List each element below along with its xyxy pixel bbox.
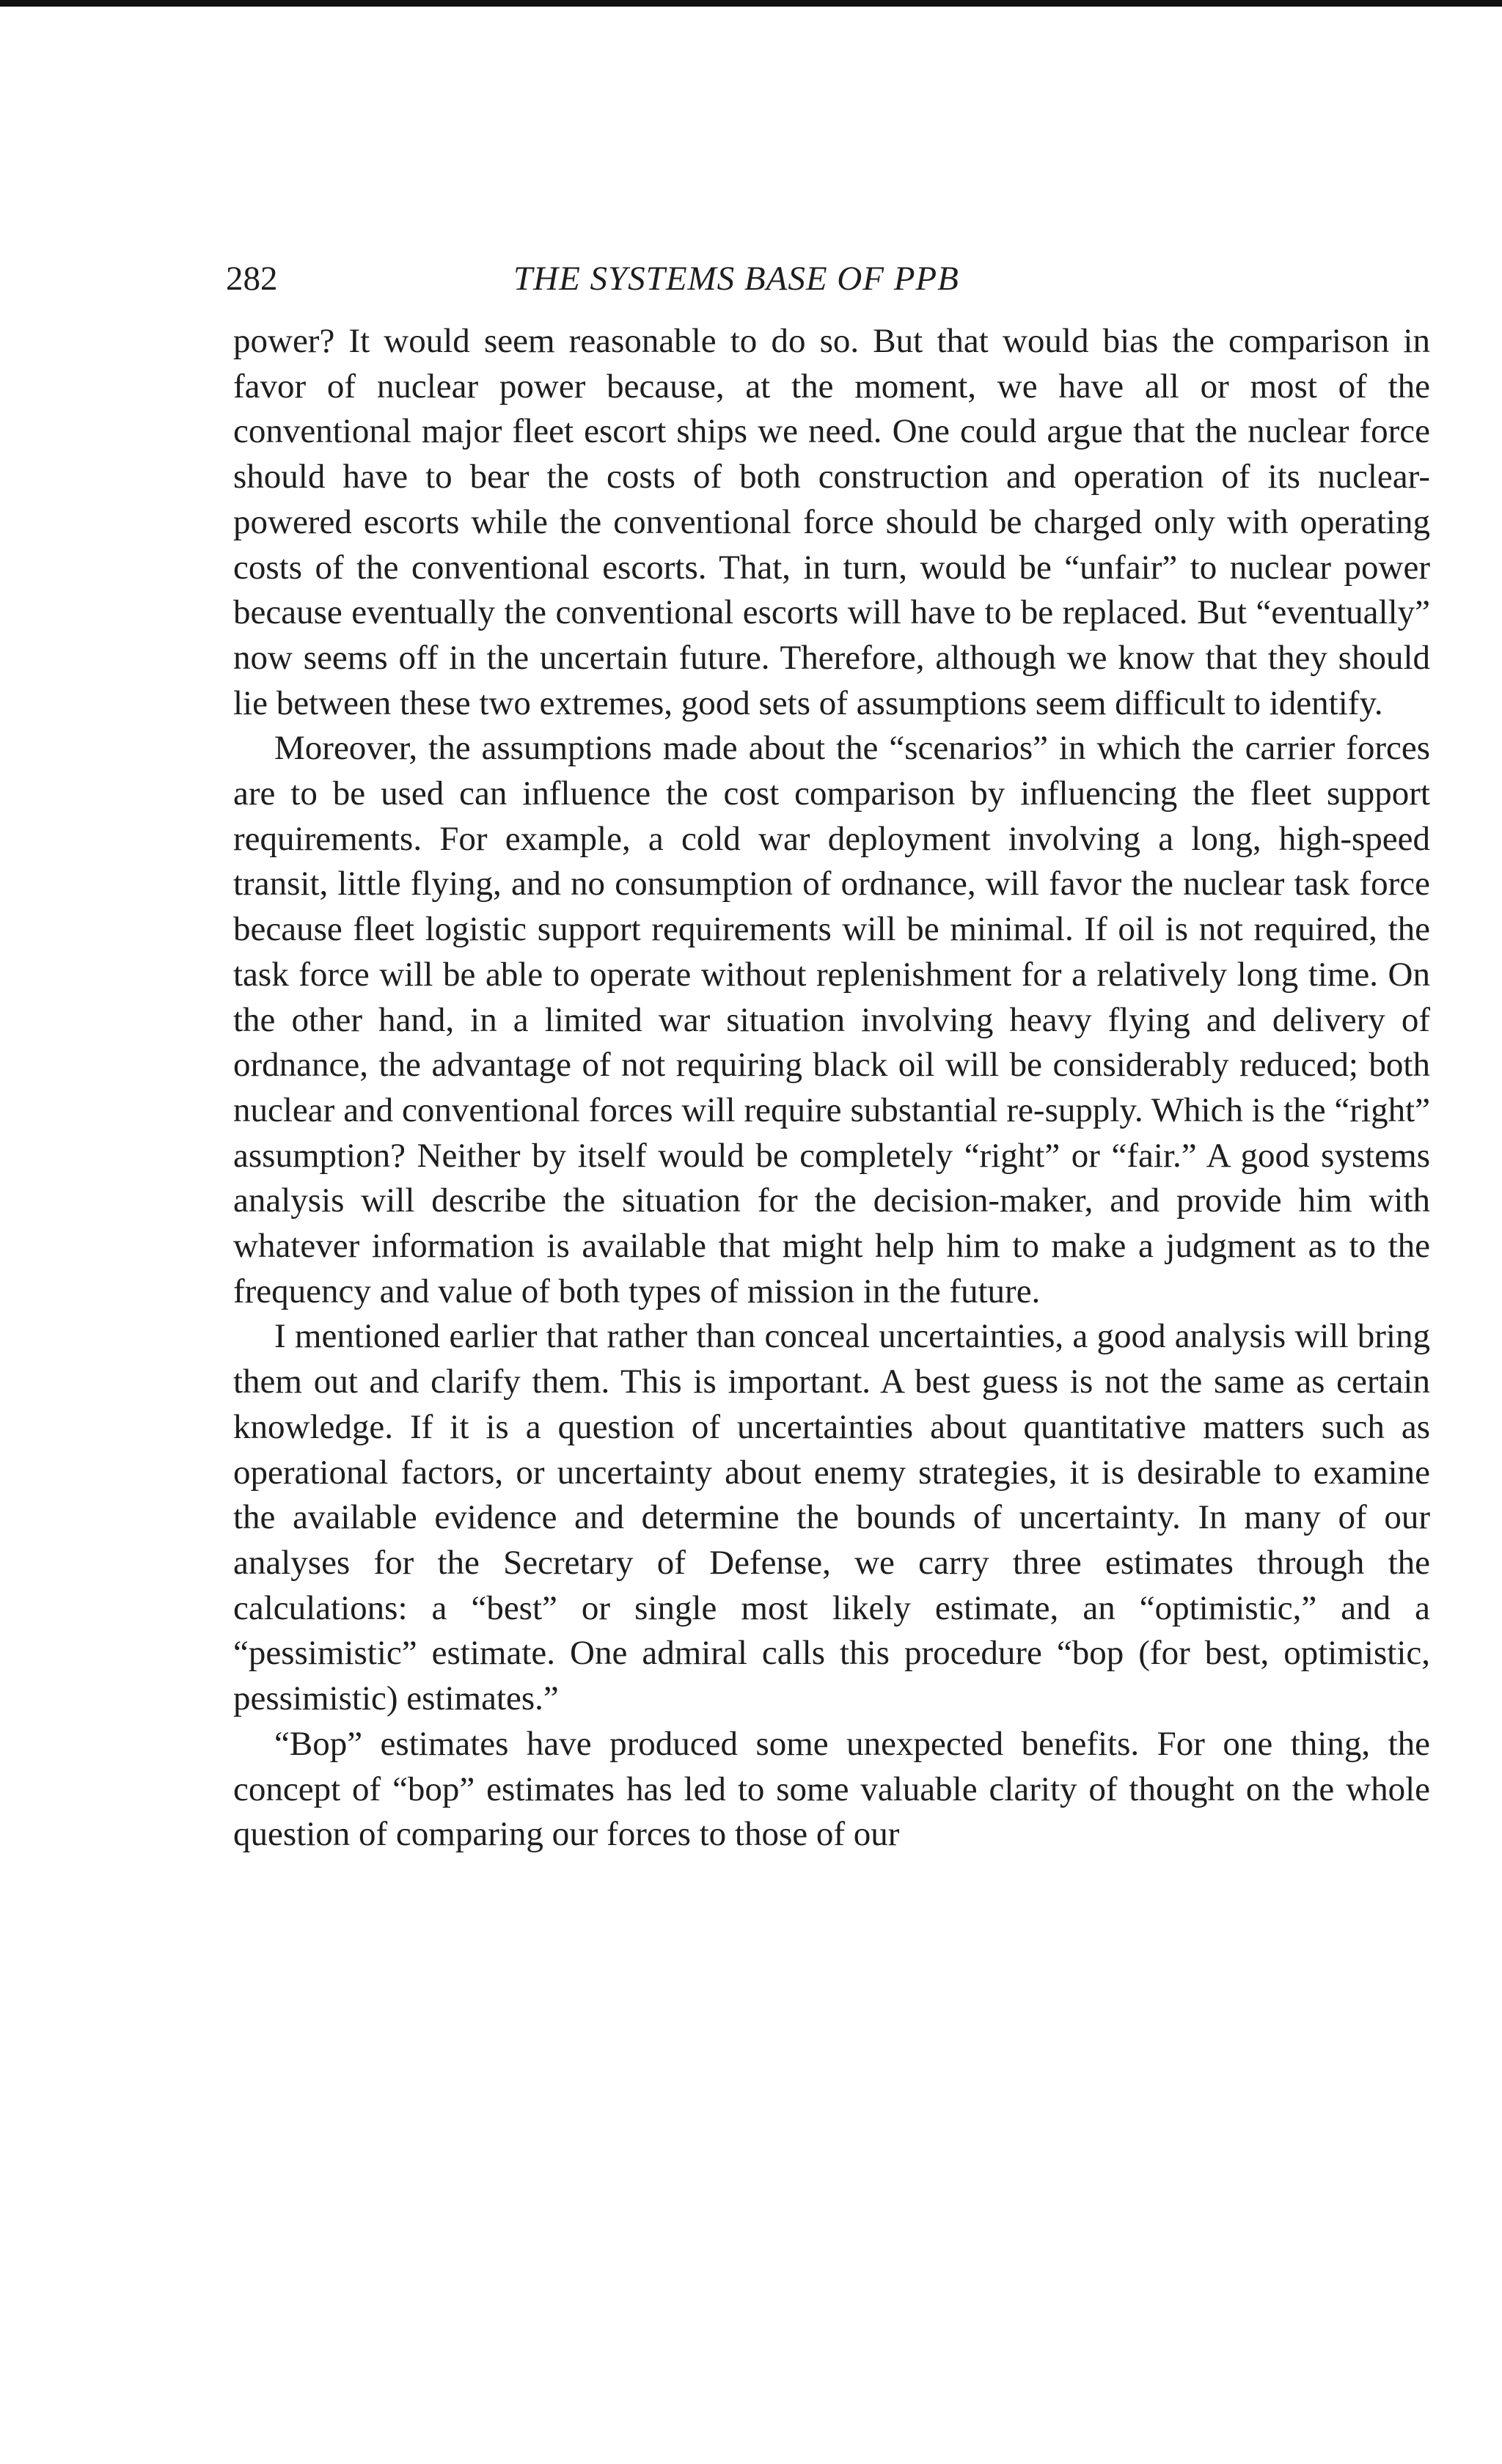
- page-header: [226, 249, 1436, 308]
- top-border-rule: [0, 0, 1502, 7]
- paragraph-scenarios: Moreover, the assumptions made about the “scenarios” in which the carrier forces are to be used can influence the cost comparison by influencing the fleet support requirements. For example, a cold war deployment involving a long, high-speed transit, little flying, and no consumption of ordnance, will favor the nuclear task force because fleet logistic support requirements will be minimal. If oil is not required, the task force will be able to operate without replenishment for a relatively long time. On the other hand, in a limited war situation involving heavy flying and delivery of ordnance, the advantage of not requiring black oil will be considerably reduced; both nuclear and conventional forces will require substantial re-supply. Which is the “right” assumption? Neither by itself would be completely “right” or “fair.” A good systems analysis will describe the situation for the decision-maker, and provide him with whatever information is available that might help him to make a judgment as to the frequency and value of both types of mission in the future.: [233, 729, 1430, 1310]
- body-text: [233, 319, 1430, 1858]
- running-head: THE SYSTEMS BASE OF PPB: [513, 260, 959, 298]
- page-number: 282: [226, 260, 278, 298]
- paragraph-bop-estimates: “Bop” estimates have produced some unexpected benefits. For one thing, the concept of “bop” estimates has led to some valuable clarity of thought on the whole question of comparing our forces to those of our: [233, 1724, 1430, 1854]
- paragraph-uncertainties: I mentioned earlier that rather than conceal uncertainties, a good analysis will bring them out and clarify them. This is important. A best guess is not the same as certain knowledge. If it is a question of uncertainties about quantitative matters such as operational factors, or uncertainty about enemy strategies, it is desirable to examine the available evidence and determine the bounds of uncertainty. In many of our analyses for the Secretary of Defense, we carry three estimates through the calculations: a “best” or single most likely estimate, an “optimistic,” and a “pessimistic” estimate. One admiral calls this procedure “bop (for best, optimistic, pessimistic) estimates.”: [233, 1317, 1430, 1718]
- paragraph-continued: power? It would seem reasonable to do so. But that would bias the comparison in favor of nuclear power because, at the moment, we have all or most of the conventional major fleet escort ships we need. One could argue that the nuclear force should have to bear the costs of both construction and operation of its nuclear-powered escorts while the conventional force should be charged only with operating costs of the conventional escorts. That, in turn, would be “unfair” to nuclear power because eventually the conventional escorts will have to be replaced. But “eventually” now seems off in the uncertain future. Therefore, although we know that they should lie between these two extremes, good sets of assumptions seem difficult to identify.: [233, 322, 1430, 722]
